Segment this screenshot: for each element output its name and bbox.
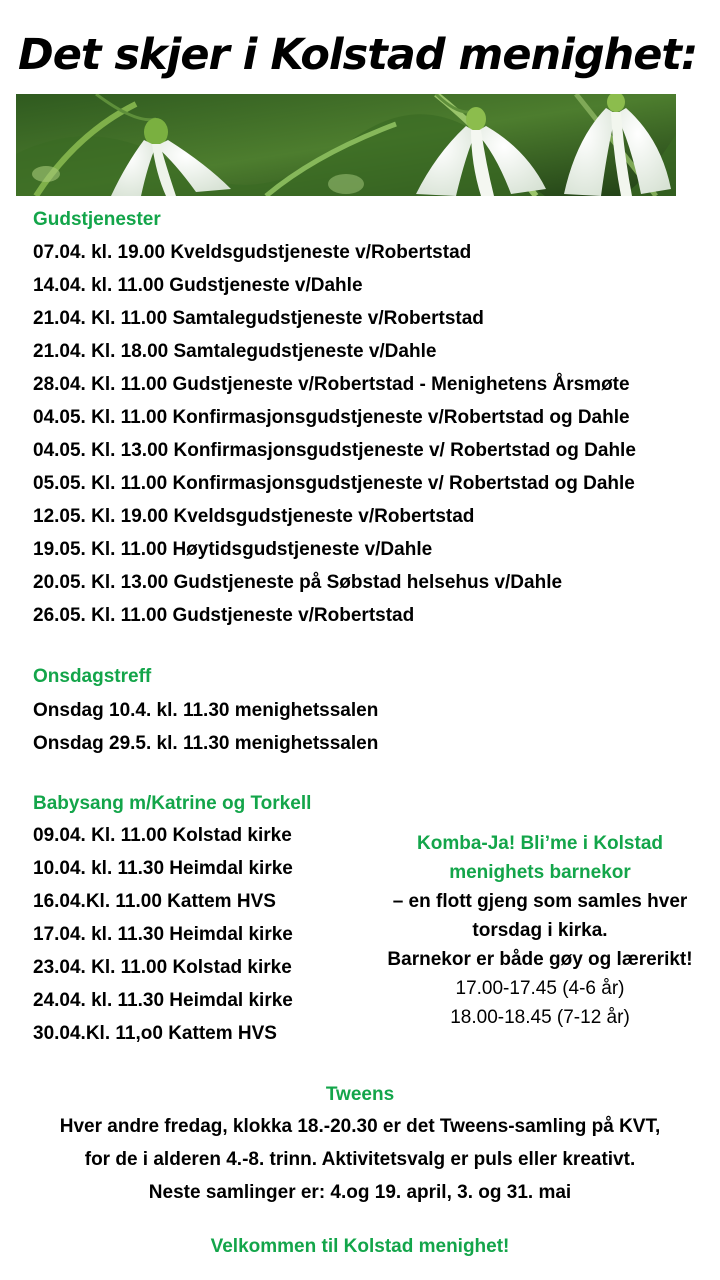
list-item: 04.05. Kl. 11.00 Konfirmasjonsgudstjeneste v/Robertstad og Dahle bbox=[33, 407, 630, 428]
list-item: 12.05. Kl. 19.00 Kveldsgudstjeneste v/Robertstad bbox=[33, 506, 475, 527]
footer-welcome: Velkommen til Kolstad menighet! bbox=[210, 1236, 510, 1257]
barnekor-text-line3: – en flott gjeng som samles hver bbox=[392, 891, 688, 912]
barnekor-text-line4: torsdag i kirka. bbox=[472, 920, 608, 941]
tweens-line2: for de i alderen 4.-8. trinn. Aktivitetsvalg er puls eller kreativt. bbox=[84, 1149, 636, 1170]
babysang-list bbox=[33, 819, 293, 1050]
tweens-line3: Neste samlinger er: 4.og 19. april, 3. og 31. mai bbox=[148, 1182, 572, 1203]
tweens-heading: Tweens bbox=[325, 1084, 395, 1105]
list-item: 05.05. Kl. 11.00 Konfirmasjonsgudstjeneste v/ Robertstad og Dahle bbox=[33, 473, 635, 494]
gudstjenester-list bbox=[33, 236, 636, 632]
tweens-block bbox=[0, 1080, 720, 1209]
list-item: 28.04. Kl. 11.00 Gudstjeneste v/Robertstad - Menighetens Årsmøte bbox=[33, 374, 630, 395]
list-item: 23.04. Kl. 11.00 Kolstad kirke bbox=[33, 957, 292, 978]
barnekor-title-line1: Komba-Ja! Bli’me i Kolstad bbox=[417, 833, 663, 854]
barnekor-block bbox=[360, 829, 720, 1032]
list-item: 16.04.Kl. 11.00 Kattem HVS bbox=[33, 891, 276, 912]
list-item: Onsdag 10.4. kl. 11.30 menighetssalen bbox=[33, 700, 379, 721]
list-item: 17.04. kl. 11.30 Heimdal kirke bbox=[33, 924, 293, 945]
snowdrop-flowers-illustration bbox=[16, 94, 676, 196]
list-item: 30.04.Kl. 11,o0 Kattem HVS bbox=[33, 1023, 277, 1044]
snowdrop-banner-image bbox=[16, 94, 676, 196]
babysang-heading: Babysang m/Katrine og Torkell bbox=[33, 793, 312, 814]
list-item: 20.05. Kl. 13.00 Gudstjeneste på Søbstad helsehus v/Dahle bbox=[33, 572, 563, 593]
list-item: 26.05. Kl. 11.00 Gudstjeneste v/Robertstad bbox=[33, 605, 415, 626]
barnekor-time-line7: 18.00-18.45 (7-12 år) bbox=[450, 1007, 630, 1028]
list-item: 14.04. kl. 11.00 Gudstjeneste v/Dahle bbox=[33, 275, 363, 296]
list-item: 19.05. Kl. 11.00 Høytidsgudstjeneste v/Dahle bbox=[33, 539, 433, 560]
barnekor-title-line2: menighets barnekor bbox=[449, 862, 631, 883]
list-item: 21.04. Kl. 11.00 Samtalegudstjeneste v/Robertstad bbox=[33, 308, 484, 329]
tweens-line1: Hver andre fredag, klokka 18.-20.30 er det Tweens-samling på KVT, bbox=[59, 1116, 661, 1137]
barnekor-text-line5: Barnekor er både gøy og lærerikt! bbox=[387, 949, 693, 970]
list-item: 04.05. Kl. 13.00 Konfirmasjonsgudstjeneste v/ Robertstad og Dahle bbox=[33, 440, 636, 461]
barnekor-time-line6: 17.00-17.45 (4-6 år) bbox=[455, 978, 625, 999]
list-item: 24.04. kl. 11.30 Heimdal kirke bbox=[33, 990, 293, 1011]
list-item: 10.04. kl. 11.30 Heimdal kirke bbox=[33, 858, 293, 879]
list-item: 07.04. kl. 19.00 Kveldsgudstjeneste v/Robertstad bbox=[33, 242, 472, 263]
list-item: Onsdag 29.5. kl. 11.30 menighetssalen bbox=[33, 733, 379, 754]
list-item: 21.04. Kl. 18.00 Samtalegudstjeneste v/Dahle bbox=[33, 341, 437, 362]
onsdagstreff-list bbox=[33, 694, 378, 760]
list-item: 09.04. Kl. 11.00 Kolstad kirke bbox=[33, 825, 292, 846]
onsdagstreff-heading: Onsdagstreff bbox=[33, 666, 152, 687]
page-title: Det skjer i Kolstad menighet: bbox=[18, 30, 698, 80]
gudstjenester-heading: Gudstjenester bbox=[33, 209, 161, 230]
